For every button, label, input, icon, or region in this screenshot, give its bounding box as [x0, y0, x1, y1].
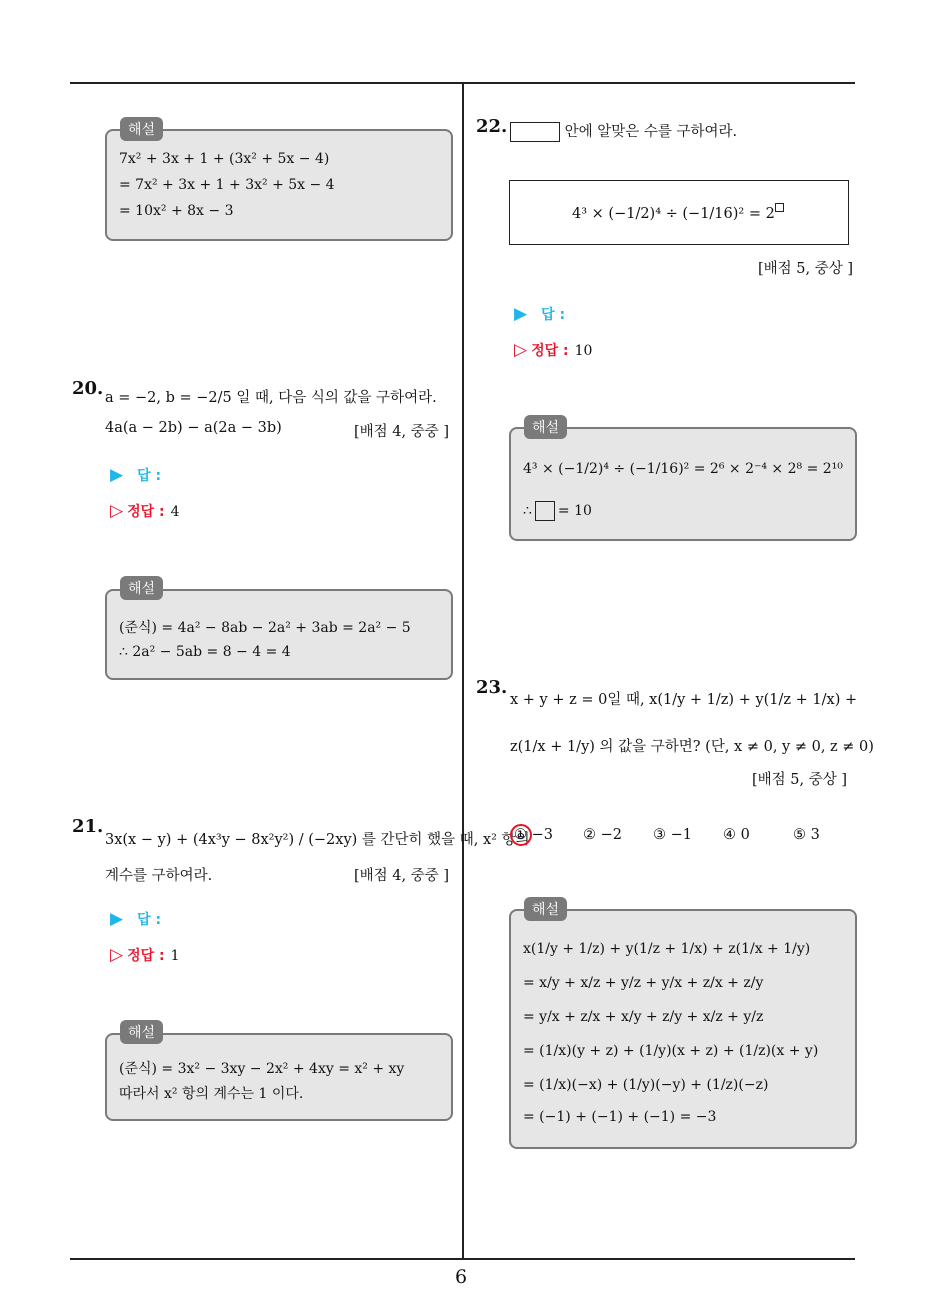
- q22-solution-result: = 10: [557, 503, 592, 519]
- q22-solution-line-1: 4³ × (−1/2)⁴ ÷ (−1/16)² = 2⁶ × 2⁻⁴ × 2⁸ = 2¹⁰: [523, 461, 843, 477]
- q20-solution-line-1: (준식) = 4a² − 8ab − 2a² + 3ab = 2a² − 5: [119, 620, 411, 636]
- q21-source: [배점 4, 중중 ]: [354, 868, 450, 884]
- q22-correct-row: [514, 340, 592, 360]
- page-number: 6: [455, 1266, 468, 1288]
- q21-correct-label: 정답 :: [127, 948, 165, 964]
- q19-solution-tag: 해설: [120, 117, 163, 141]
- q20-solution-line-2: ∴ 2a² − 5ab = 8 − 4 = 4: [119, 644, 291, 660]
- q21-text-2: 계수를 구하여라.: [105, 868, 213, 884]
- q22-correct-label: 정답 :: [531, 343, 569, 359]
- answer-arrow-icon: ▶: [110, 465, 124, 485]
- correct-arrow-icon: ▷: [110, 501, 124, 521]
- q23-solution-tag: 해설: [524, 897, 567, 921]
- q23-solution-box: [509, 909, 857, 1149]
- q21-answer-row: [110, 909, 161, 929]
- q23-text-1: x + y + z = 0일 때, x(1/y + 1/z) + y(1/z + 1/x) +: [510, 692, 858, 708]
- q23-number: 23.: [476, 677, 508, 698]
- q22-question: [510, 120, 737, 142]
- q21-solution-line-1: (준식) = 3x² − 3xy − 2x² + 4xy = x² + xy: [119, 1061, 405, 1077]
- q23-solution-line-4: = (1/x)(y + z) + (1/y)(x + z) + (1/z)(x + y): [523, 1043, 819, 1059]
- q20-correct-value: 4: [170, 504, 180, 520]
- q21-number: 21.: [72, 816, 104, 837]
- q22-text-1: 안에 알맞은 수를 구하여라.: [564, 124, 738, 140]
- correct-arrow-icon: ▷: [110, 945, 124, 965]
- q22-answer-row: [514, 304, 565, 324]
- q19-solution-line-3: = 10x² + 8x − 3: [119, 203, 234, 219]
- q22-solution-blank: [535, 501, 555, 521]
- bottom-rule: [70, 1258, 855, 1260]
- q20-text-2: 4a(a − 2b) − a(2a − 3b): [105, 420, 282, 436]
- q21-solution-tag: 해설: [120, 1020, 163, 1044]
- q20-text-1: a = −2, b = −2/5 일 때, 다음 식의 값을 구하여라.: [105, 390, 437, 406]
- q19-solution-line-2: = 7x² + 3x + 1 + 3x² + 5x − 4: [119, 177, 335, 193]
- q22-formula: [572, 203, 784, 222]
- q23-solution-line-5: = (1/x)(−x) + (1/y)(−y) + (1/z)(−z): [523, 1077, 769, 1093]
- q21-solution-box: [105, 1033, 453, 1121]
- q21-solution-line-2: 따라서 x² 항의 계수는 1 이다.: [119, 1086, 304, 1102]
- q23-choice-5[interactable]: ⑤ 3: [793, 827, 820, 843]
- q20-correct-row: [110, 501, 180, 521]
- q22-answer-label: 답 :: [541, 307, 566, 323]
- q21-answer-label: 답 :: [137, 912, 162, 928]
- q21-correct-row: [110, 945, 180, 965]
- q23-choice-2[interactable]: ② −2: [583, 827, 622, 843]
- q20-source: [배점 4, 중중 ]: [354, 424, 450, 440]
- q22-formula-text: 4³ × (−1/2)⁴ ÷ (−1/16)² = 2: [572, 205, 775, 222]
- q22-answer-blank: [510, 122, 560, 142]
- q20-answer-label: 답 :: [137, 468, 162, 484]
- q22-correct-value: 10: [574, 343, 593, 359]
- correct-arrow-icon: ▷: [514, 340, 528, 360]
- answer-arrow-icon: ▶: [514, 304, 528, 324]
- q21-correct-value: 1: [170, 948, 180, 964]
- q20-solution-box: [105, 589, 453, 680]
- q22-number: 22.: [476, 116, 508, 137]
- q21-text-1: 3x(x − y) + (4x³y − 8x²y²) / (−2xy) 를 간단히 했을 때, x² 항의: [105, 832, 530, 848]
- q22-solution-tag: 해설: [524, 415, 567, 439]
- q22-formula-box: [509, 180, 849, 245]
- q23-solution-line-1: x(1/y + 1/z) + y(1/z + 1/x) + z(1/x + 1/y): [523, 941, 811, 957]
- q23-text-2: z(1/x + 1/y) 의 값을 구하면? (단, x ≠ 0, y ≠ 0, z ≠ 0): [510, 739, 874, 755]
- q22-source: [배점 5, 중상 ]: [758, 261, 854, 277]
- q20-answer-row: [110, 465, 161, 485]
- q23-choice-4[interactable]: ④ 0: [723, 827, 750, 843]
- q23-source: [배점 5, 중상 ]: [752, 772, 848, 788]
- q20-correct-label: 정답 :: [127, 504, 165, 520]
- q20-number: 20.: [72, 378, 104, 399]
- therefore-symbol: ∴: [523, 503, 532, 519]
- q23-solution-line-2: = x/y + x/z + y/z + y/x + z/x + z/y: [523, 975, 764, 991]
- q23-solution-line-3: = y/x + z/x + x/y + z/y + x/z + y/z: [523, 1009, 764, 1025]
- q20-solution-tag: 해설: [120, 576, 163, 600]
- q22-solution-line-2: [523, 501, 592, 521]
- q23-solution-line-6: = (−1) + (−1) + (−1) = −3: [523, 1109, 717, 1125]
- q19-solution-box: [105, 129, 453, 241]
- q22-solution-box: [509, 427, 857, 541]
- answer-arrow-icon: ▶: [110, 909, 124, 929]
- column-divider: [462, 84, 464, 1259]
- q19-solution-line-1: 7x² + 3x + 1 + (3x² + 5x − 4): [119, 151, 330, 167]
- q23-choice-3[interactable]: ③ −1: [653, 827, 692, 843]
- q23-choice-1[interactable]: ① −3: [514, 827, 553, 843]
